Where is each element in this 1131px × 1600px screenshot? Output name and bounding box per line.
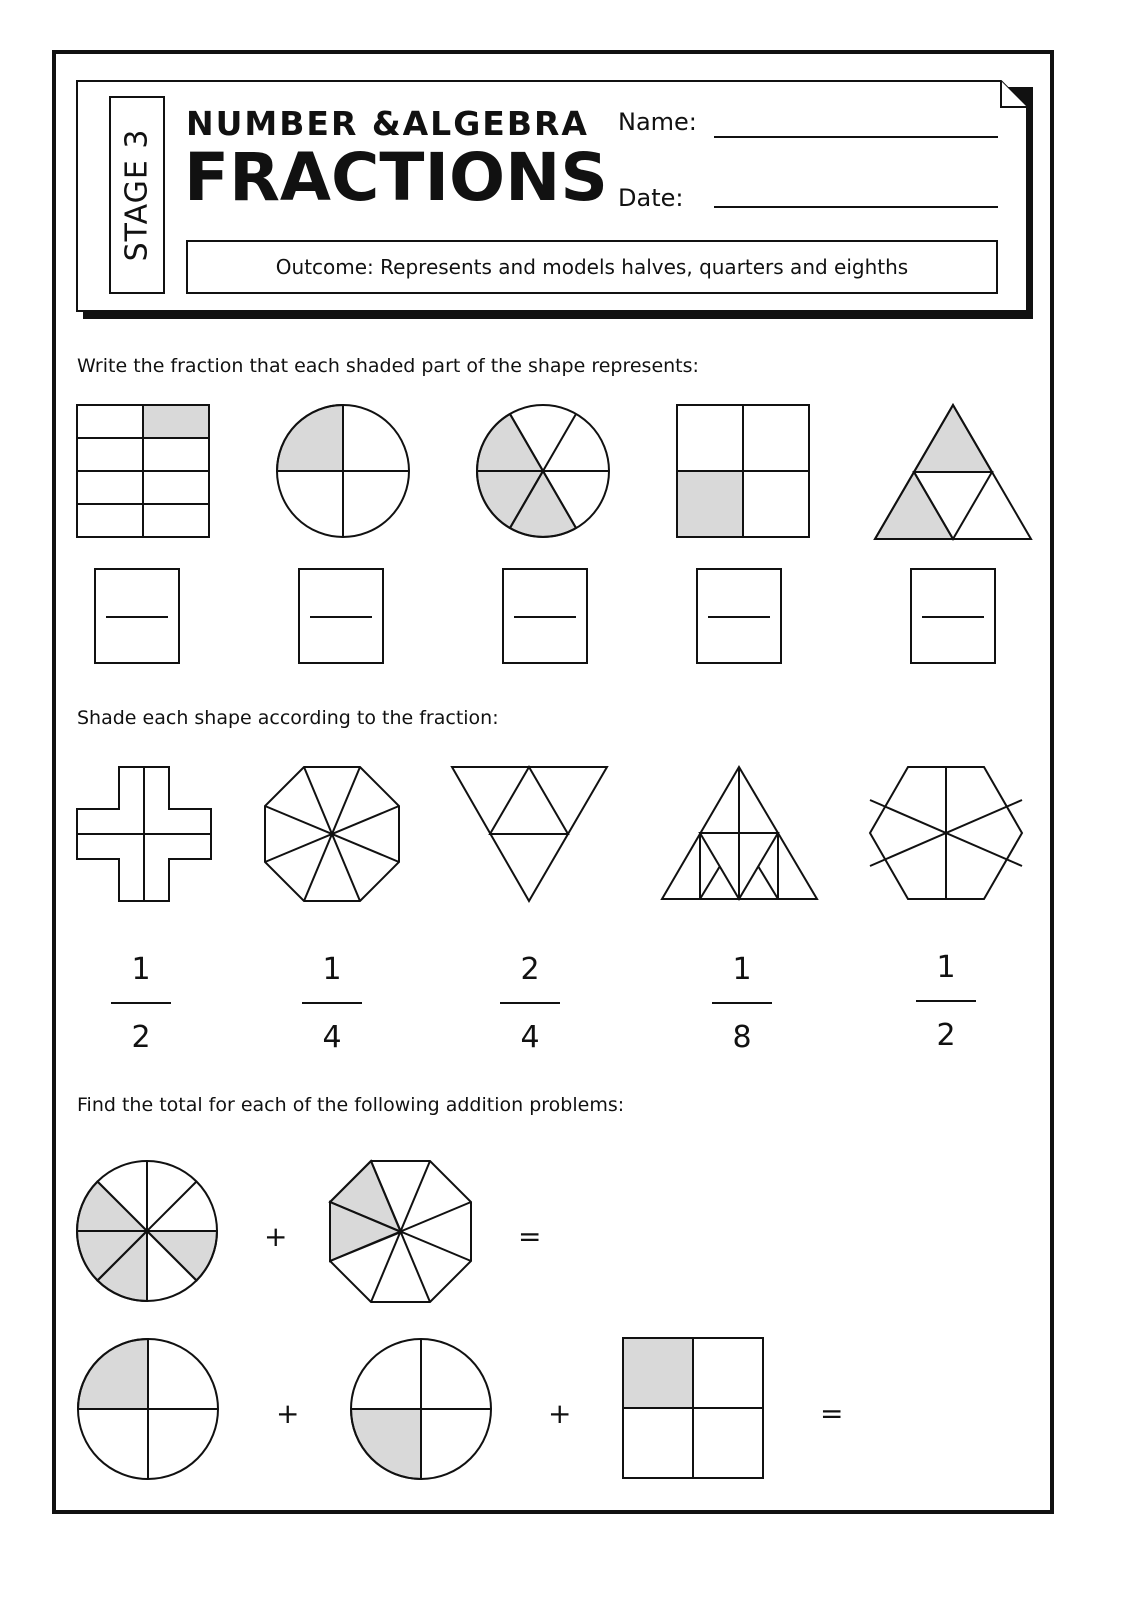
denominator: 2	[936, 1018, 956, 1053]
circle-quarters-shape	[277, 405, 410, 538]
section1-instruction: Write the fraction that each shaded part of the shape represents:	[77, 355, 699, 377]
rectangle-grid-shape	[77, 405, 210, 538]
equals-sign: =	[518, 1220, 542, 1253]
date-label: Date:	[618, 184, 684, 212]
page-title: FRACTIONS	[184, 139, 608, 216]
answer-box-2[interactable]	[298, 568, 384, 664]
denominator: 2	[131, 1020, 151, 1055]
plus-sign: +	[276, 1397, 300, 1430]
octagon-eighths-shape	[330, 1161, 472, 1303]
denominator: 4	[520, 1020, 540, 1055]
outcome-box	[186, 240, 998, 294]
numerator: 1	[131, 952, 151, 987]
name-label: Name:	[618, 108, 697, 136]
answer-box-1[interactable]	[94, 568, 180, 664]
triangle-quarters-shape	[875, 405, 1032, 540]
section2-instruction: Shade each shape according to the fraction:	[77, 707, 499, 729]
stage-label: STAGE 3	[119, 128, 155, 262]
date-field[interactable]	[714, 206, 998, 208]
square-quarters-shape-b	[623, 1338, 765, 1480]
answer-box-5[interactable]	[910, 568, 996, 664]
numerator: 1	[732, 952, 752, 987]
numerator: 2	[520, 952, 540, 987]
square-quarters-shape	[677, 405, 810, 538]
outcome-text: Outcome: Represents and models halves, quarters and eighths	[275, 255, 909, 279]
octagon-shape[interactable]	[265, 767, 400, 902]
denominator: 4	[322, 1020, 342, 1055]
inverted-triangle-shape[interactable]	[452, 767, 608, 902]
answer-box-3[interactable]	[502, 568, 588, 664]
circle-sixths-shape	[477, 405, 610, 538]
subject-heading: NUMBER &ALGEBRA	[186, 104, 589, 143]
section3-instruction: Find the total for each of the following addition problems:	[77, 1094, 625, 1116]
hexagon-shape[interactable]	[870, 767, 1023, 902]
circle-eighths-shape	[77, 1161, 219, 1303]
equals-sign: =	[820, 1397, 844, 1430]
cross-shape[interactable]	[77, 767, 212, 902]
triangle-eighths-shape[interactable]	[662, 767, 818, 902]
circle-quarters-shape-b	[351, 1339, 493, 1481]
numerator: 1	[936, 950, 956, 985]
numerator: 1	[322, 952, 342, 987]
plus-sign: +	[548, 1397, 572, 1430]
answer-box-4[interactable]	[696, 568, 782, 664]
plus-sign: +	[264, 1220, 288, 1253]
denominator: 8	[732, 1020, 752, 1055]
name-field[interactable]	[714, 136, 998, 138]
circle-quarters-shape-a	[78, 1339, 220, 1481]
